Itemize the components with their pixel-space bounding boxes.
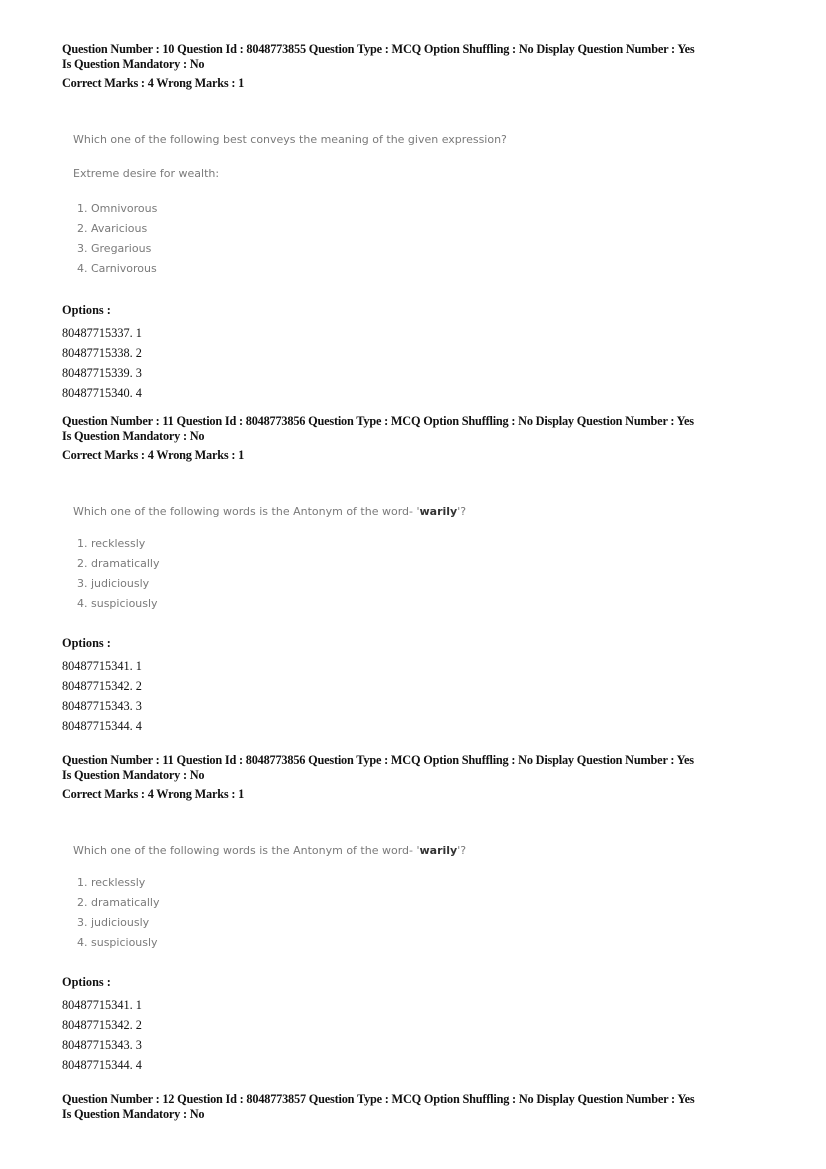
choice-list xyxy=(77,873,802,953)
choice-item: 3. judiciously xyxy=(77,916,150,929)
choice-item: 2. dramatically xyxy=(77,896,160,909)
question-header: Question Number : 12 Question Id : 8048773857 Question Type : MCQ Option Shuffling : No Display Question Number : Yes xyxy=(62,1092,695,1106)
question-block xyxy=(62,1092,802,1122)
option-id-list xyxy=(62,656,802,736)
question-header: Question Number : 11 Question Id : 8048773856 Question Type : MCQ Option Shuffling : No Display Question Number : Yes xyxy=(62,753,694,767)
options-label: Options : xyxy=(62,636,111,650)
choice-item: 1. Omnivorous xyxy=(77,202,158,215)
option-id: 80487715343. 3 xyxy=(62,1038,142,1052)
option-id: 80487715343. 3 xyxy=(62,699,142,713)
option-id: 80487715340. 4 xyxy=(62,386,142,400)
question-header: Question Number : 10 Question Id : 8048773855 Question Type : MCQ Option Shuffling : No Display Question Number : Yes xyxy=(62,42,695,56)
choice-item: 1. recklessly xyxy=(77,876,146,889)
question-mandatory: Is Question Mandatory : No xyxy=(62,768,205,782)
question-text-main: Which one of the following words is the Antonym of the word- ' xyxy=(73,844,420,857)
option-id: 80487715337. 1 xyxy=(62,326,142,340)
question-image xyxy=(73,132,802,279)
question-block xyxy=(62,414,802,736)
question-mandatory: Is Question Mandatory : No xyxy=(62,429,205,443)
option-id: 80487715339. 3 xyxy=(62,366,142,380)
options-label: Options : xyxy=(62,303,111,317)
option-id: 80487715344. 4 xyxy=(62,1058,142,1072)
question-image xyxy=(73,843,802,953)
question-mandatory: Is Question Mandatory : No xyxy=(62,57,205,71)
options-label: Options : xyxy=(62,975,111,989)
question-text-suffix: '? xyxy=(457,505,467,518)
choice-list xyxy=(77,534,802,614)
choice-item: 3. judiciously xyxy=(77,577,150,590)
question-text-bold: warily xyxy=(419,505,458,518)
choice-item: 4. Carnivorous xyxy=(77,262,157,275)
question-mandatory: Is Question Mandatory : No xyxy=(62,1107,205,1121)
question-text-bold: warily xyxy=(419,844,458,857)
option-id: 80487715342. 2 xyxy=(62,1018,142,1032)
option-id: 80487715341. 1 xyxy=(62,659,142,673)
option-id-list xyxy=(62,323,802,403)
option-id: 80487715341. 1 xyxy=(62,998,142,1012)
question-marks: Correct Marks : 4 Wrong Marks : 1 xyxy=(62,76,245,90)
question-block xyxy=(62,42,802,403)
option-id: 80487715338. 2 xyxy=(62,346,142,360)
question-block xyxy=(62,753,802,1075)
choice-item: 2. Avaricious xyxy=(77,222,148,235)
option-id: 80487715342. 2 xyxy=(62,679,142,693)
choice-item: 4. suspiciously xyxy=(77,936,158,949)
question-image xyxy=(73,504,802,614)
option-id: 80487715344. 4 xyxy=(62,719,142,733)
question-text xyxy=(73,843,802,859)
question-text-suffix: '? xyxy=(457,844,467,857)
question-marks: Correct Marks : 4 Wrong Marks : 1 xyxy=(62,787,245,801)
choice-item: 1. recklessly xyxy=(77,537,146,550)
question-text xyxy=(73,132,802,148)
question-marks: Correct Marks : 4 Wrong Marks : 1 xyxy=(62,448,245,462)
question-text xyxy=(73,504,802,520)
question-header: Question Number : 11 Question Id : 8048773856 Question Type : MCQ Option Shuffling : No Display Question Number : Yes xyxy=(62,414,694,428)
question-subtext: Extreme desire for wealth: xyxy=(73,167,220,180)
choice-item: 2. dramatically xyxy=(77,557,160,570)
choice-item: 3. Gregarious xyxy=(77,242,152,255)
question-text-main: Which one of the following words is the Antonym of the word- ' xyxy=(73,505,420,518)
question-text-main: Which one of the following best conveys the meaning of the given expression? xyxy=(73,133,507,146)
choice-item: 4. suspiciously xyxy=(77,597,158,610)
option-id-list xyxy=(62,995,802,1075)
choice-list xyxy=(77,199,802,279)
